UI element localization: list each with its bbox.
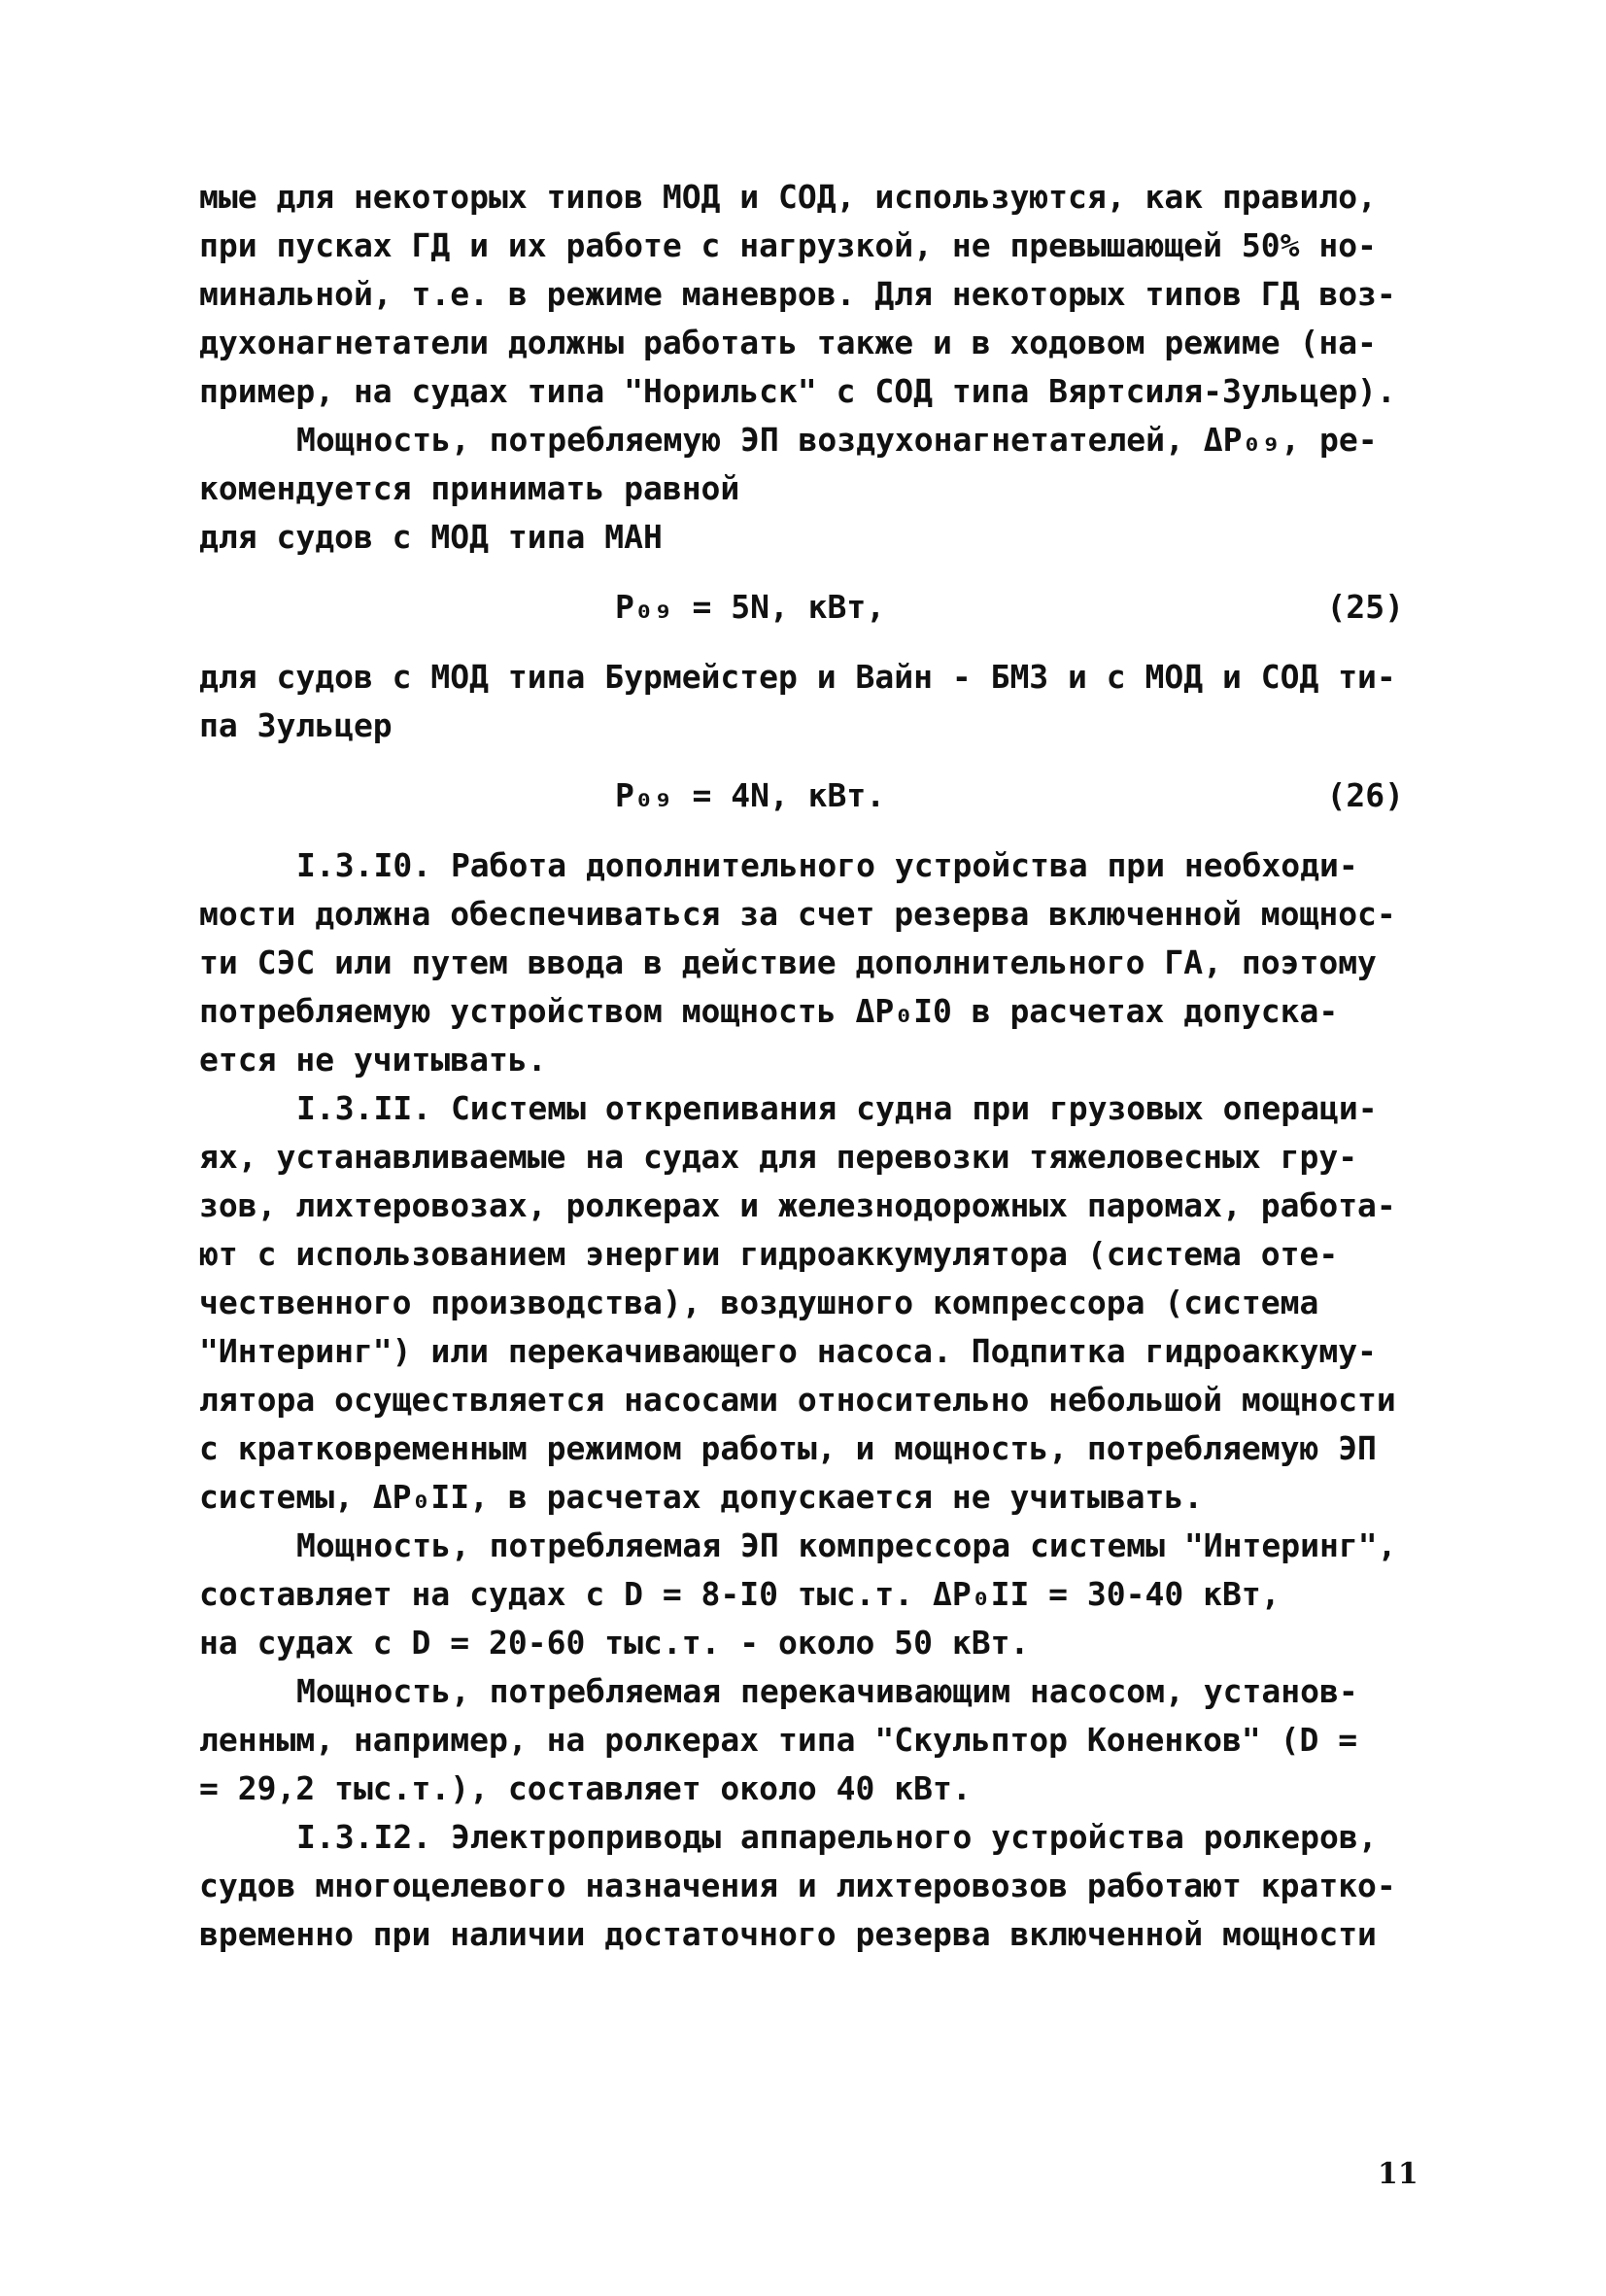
text-line: па Зульцер: [199, 706, 393, 744]
formula-26: [199, 771, 1404, 820]
text-line: духонагнетатели должны работать также и в ходовом режиме (на-: [199, 324, 1377, 361]
formula-number: (26): [1326, 776, 1404, 814]
text-line: Мощность, потребляемая перекачивающим насосом, установ-: [296, 1672, 1358, 1710]
text-line: ют с использованием энергии гидроаккумулятора (система оте-: [199, 1235, 1339, 1273]
text-line: I.3.I2. Электроприводы аппарельного устройства ролкеров,: [296, 1818, 1378, 1856]
text-line: "Интеринг") или перекачивающего насоса. Подпитка гидроаккуму-: [199, 1332, 1377, 1370]
text-line: ется не учитывать.: [199, 1041, 547, 1079]
body-text: [199, 173, 1404, 1959]
text-line: зов, лихтеровозах, ролкерах и железнодорожных паромах, работа-: [199, 1186, 1396, 1224]
text-line: минальной, т.е. в режиме маневров. Для некоторых типов ГД воз-: [199, 275, 1396, 313]
text-line: ях, устанавливаемые на судах для перевозки тяжеловесных гру-: [199, 1138, 1358, 1176]
text-line: потребляемую устройством мощность ΔP₀I0 в расчетах допуска-: [199, 992, 1339, 1030]
text-line: ти СЭС или путем ввода в действие дополнительного ГА, поэтому: [199, 943, 1377, 981]
text-line: для судов с МОД типа МАН: [199, 518, 663, 556]
formula-number: (25): [1326, 588, 1404, 626]
page-number: 11: [1378, 2157, 1418, 2191]
text-line: на судах с D = 20-60 тыс.т. - около 50 кВт.: [199, 1624, 1030, 1662]
formula-expression: P₀₉ = 4N, кВт.: [615, 776, 886, 814]
text-line: ленным, например, на ролкерах типа "Скульптор Коненков" (D =: [199, 1721, 1358, 1759]
text-line: I.3.I0. Работа дополнительного устройства при необходи-: [296, 846, 1358, 884]
text-line: мости должна обеспечиваться за счет резерва включенной мощнос-: [199, 895, 1396, 933]
text-line: при пусках ГД и их работе с нагрузкой, не превышающей 50% но-: [199, 226, 1377, 264]
text-line: Мощность, потребляемая ЭП компрессора системы "Интеринг",: [296, 1526, 1397, 1564]
text-line: судов многоцелевого назначения и лихтеровозов работают кратко-: [199, 1867, 1396, 1904]
text-line: временно при наличии достаточного резерва включенной мощности: [199, 1915, 1377, 1953]
text-line: с кратковременным режимом работы, и мощность, потребляемую ЭП: [199, 1429, 1377, 1467]
text-line: = 29,2 тыс.т.), составляет около 40 кВт.: [199, 1769, 972, 1807]
text-line: для судов с МОД типа Бурмейстер и Вайн - БМЗ и с МОД и СОД ти-: [199, 658, 1396, 696]
text-line: системы, ΔP₀II, в расчетах допускается не учитывать.: [199, 1478, 1204, 1516]
text-line: пример, на судах типа "Норильск" с СОД типа Вяртсиля-Зульцер).: [199, 372, 1396, 410]
text-line: Мощность, потребляемую ЭП воздухонагнетателей, ΔP₀₉, ре-: [296, 421, 1378, 459]
text-line: I.3.II. Системы открепивания судна при грузовых операци-: [296, 1089, 1378, 1127]
formula-expression: P₀₉ = 5N, кВт,: [615, 588, 886, 626]
text-line: комендуется принимать равной: [199, 469, 740, 507]
text-line: лятора осуществляется насосами относительно небольшой мощности: [199, 1381, 1396, 1419]
text-line: составляет на судах с D = 8-I0 тыс.т. ΔP₀II = 30-40 кВт,: [199, 1575, 1281, 1613]
text-line: чественного производства), воздушного компрессора (система: [199, 1284, 1319, 1321]
text-line: мые для некоторых типов МОД и СОД, используются, как правило,: [199, 178, 1377, 216]
formula-25: [199, 583, 1404, 632]
